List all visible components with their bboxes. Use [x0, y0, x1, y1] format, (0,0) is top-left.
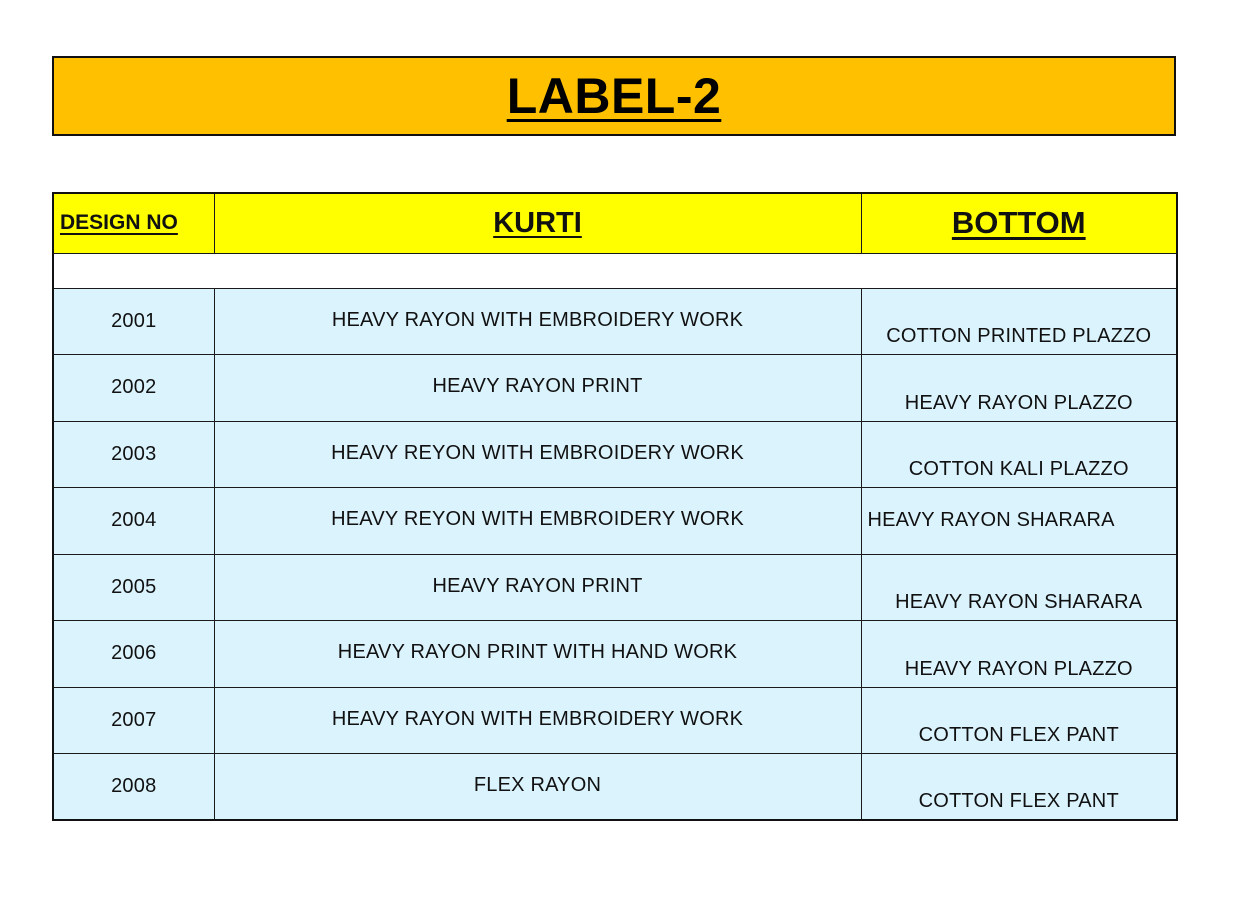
header-kurti: KURTI: [214, 193, 861, 253]
spacer-cell: [53, 253, 1177, 288]
bottom-cell: HEAVY RAYON PLAZZO: [861, 621, 1177, 688]
kurti-cell: HEAVY RAYON PRINT: [214, 554, 861, 621]
table-row: [53, 421, 1177, 488]
design-no-cell: 2001: [53, 288, 214, 355]
table-row: [53, 355, 1177, 422]
bottom-cell: COTTON KALI PLAZZO: [861, 421, 1177, 488]
header-design-no: DESIGN NO: [53, 193, 214, 253]
spacer-row: [53, 253, 1177, 288]
bottom-cell: HEAVY RAYON SHARARA: [861, 554, 1177, 621]
page-title: LABEL-2: [506, 68, 722, 124]
design-no-cell: 2008: [53, 754, 214, 821]
bottom-cell: HEAVY RAYON SHARARA: [861, 488, 1177, 555]
table-row: [53, 554, 1177, 621]
design-no-cell: 2007: [53, 687, 214, 754]
table-row: [53, 687, 1177, 754]
design-no-cell: 2004: [53, 488, 214, 555]
kurti-cell: FLEX RAYON: [214, 754, 861, 821]
design-no-cell: 2006: [53, 621, 214, 688]
bottom-cell: COTTON FLEX PANT: [861, 754, 1177, 821]
kurti-cell: HEAVY RAYON WITH EMBROIDERY WORK: [214, 687, 861, 754]
bottom-cell: HEAVY RAYON PLAZZO: [861, 355, 1177, 422]
kurti-cell: HEAVY RAYON PRINT: [214, 355, 861, 422]
header-bottom: BOTTOM: [861, 193, 1177, 253]
table-row: [53, 288, 1177, 355]
design-no-cell: 2002: [53, 355, 214, 422]
table-header-row: [53, 193, 1177, 253]
design-no-cell: 2005: [53, 554, 214, 621]
kurti-cell: HEAVY RAYON PRINT WITH HAND WORK: [214, 621, 861, 688]
kurti-cell: HEAVY RAYON WITH EMBROIDERY WORK: [214, 288, 861, 355]
table-row: [53, 754, 1177, 821]
table-row: [53, 488, 1177, 555]
kurti-cell: HEAVY REYON WITH EMBROIDERY WORK: [214, 421, 861, 488]
table-row: [53, 621, 1177, 688]
bottom-cell: COTTON PRINTED PLAZZO: [861, 288, 1177, 355]
design-no-cell: 2003: [53, 421, 214, 488]
title-banner: [52, 56, 1176, 136]
kurti-cell: HEAVY REYON WITH EMBROIDERY WORK: [214, 488, 861, 555]
bottom-cell: COTTON FLEX PANT: [861, 687, 1177, 754]
design-table: [52, 192, 1178, 821]
